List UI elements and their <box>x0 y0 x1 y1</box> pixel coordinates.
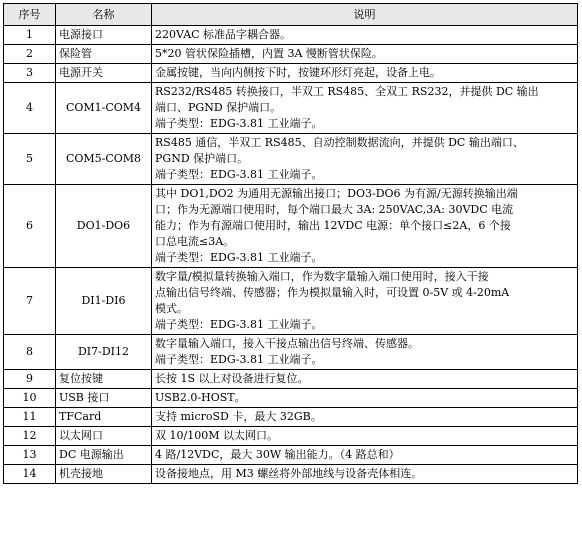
table-row <box>4 185 578 268</box>
table-row <box>4 370 578 389</box>
row-number: 2 <box>4 45 56 64</box>
table-row <box>4 26 578 45</box>
table-header <box>4 4 578 26</box>
table-row <box>4 427 578 446</box>
row-name: DI1-DI6 <box>56 268 152 335</box>
description-line: 模式。 <box>155 302 188 315</box>
description-line: 金属按键，当向内侧按下时，按键环形灯亮起，设备上电。 <box>155 66 441 79</box>
row-description <box>152 427 578 446</box>
description-line: 双 10/100M 以太网口。 <box>155 429 278 442</box>
table-row <box>4 465 578 484</box>
description-line: 数字量输入端口，接入干接点输出信号终端、传感器。 <box>155 337 419 350</box>
row-name: COM5-COM8 <box>56 134 152 185</box>
row-description <box>152 465 578 484</box>
description-line: PGND 保护端口。 <box>155 152 249 165</box>
table-row <box>4 64 578 83</box>
row-name: USB 接口 <box>56 389 152 408</box>
description-line: 支持 microSD 卡，最大 32GB。 <box>155 410 322 423</box>
row-description <box>152 26 578 45</box>
description-line: 数字量/模拟量转换输入端口，作为数字量输入端口使用时，接入干接 <box>155 270 489 283</box>
row-description <box>152 45 578 64</box>
description-line: 其中 DO1,DO2 为通用无源输出接口；DO3-DO6 为有源/无源转换输出端 <box>155 187 518 200</box>
row-number: 6 <box>4 185 56 268</box>
description-line: 端子类型：EDG-3.81 工业端子。 <box>155 168 323 181</box>
description-line: 口总电流≤3A。 <box>155 235 235 248</box>
row-name: 保险管 <box>56 45 152 64</box>
description-line: RS232/RS485 转换接口，半双工 RS485、全双工 RS232，并提供 DC 输出 <box>155 85 539 98</box>
row-description <box>152 83 578 134</box>
header-no: 序号 <box>4 4 56 26</box>
row-name: 机壳接地 <box>56 465 152 484</box>
table-row <box>4 83 578 134</box>
row-description <box>152 370 578 389</box>
description-line: 端口、PGND 保护端口。 <box>155 101 282 114</box>
row-number: 10 <box>4 389 56 408</box>
row-number: 4 <box>4 83 56 134</box>
row-description <box>152 389 578 408</box>
row-description <box>152 446 578 465</box>
row-name: DI7-DI12 <box>56 335 152 370</box>
description-line: USB2.0-HOST。 <box>155 391 246 404</box>
row-description <box>152 64 578 83</box>
row-description <box>152 335 578 370</box>
table-row <box>4 446 578 465</box>
interface-spec-table <box>3 3 578 484</box>
table-row <box>4 268 578 335</box>
description-line: 端子类型：EDG-3.81 工业端子。 <box>155 353 323 366</box>
header-desc: 说明 <box>152 4 578 26</box>
description-line: 口；作为无源端口使用时，每个端口最大 3A: 250VAC,3A: 30VDC 电流 <box>155 203 514 216</box>
row-description <box>152 134 578 185</box>
row-name: DC 电源输出 <box>56 446 152 465</box>
description-line: 设备接地点，用 M3 螺丝将外部地线与设备壳体相连。 <box>155 467 423 480</box>
row-name: COM1-COM4 <box>56 83 152 134</box>
row-name: 电源接口 <box>56 26 152 45</box>
description-line: 端子类型：EDG-3.81 工业端子。 <box>155 318 323 331</box>
description-line: 4 路/12VDC，最大 30W 输出能力。（4 路总和） <box>155 448 400 461</box>
description-line: 点输出信号终端、传感器；作为模拟量输入时，可设置 0-5V 或 4-20mA <box>155 286 510 299</box>
description-line: 端子类型：EDG-3.81 工业端子。 <box>155 251 323 264</box>
description-line: RS485 通信，半双工 RS485、自动控制数据流向，并提供 DC 输出端口、 <box>155 136 524 149</box>
header-row <box>4 4 578 26</box>
description-line: 能力；作为有源端口使用时，输出 12VDC 电源：单个接口≤2A，6 个接 <box>155 219 511 232</box>
row-number: 8 <box>4 335 56 370</box>
table-row <box>4 45 578 64</box>
row-description <box>152 408 578 427</box>
row-name: TFCard <box>56 408 152 427</box>
row-number: 3 <box>4 64 56 83</box>
table-row <box>4 408 578 427</box>
row-name: 复位按键 <box>56 370 152 389</box>
description-line: 5*20 管状保险插槽，内置 3A 慢断管状保险。 <box>155 47 383 60</box>
row-number: 13 <box>4 446 56 465</box>
row-number: 7 <box>4 268 56 335</box>
table-row <box>4 134 578 185</box>
row-number: 5 <box>4 134 56 185</box>
table-body <box>4 26 578 484</box>
row-number: 1 <box>4 26 56 45</box>
row-number: 12 <box>4 427 56 446</box>
description-line: 端子类型：EDG-3.81 工业端子。 <box>155 117 323 130</box>
row-number: 14 <box>4 465 56 484</box>
row-number: 9 <box>4 370 56 389</box>
header-name: 名称 <box>56 4 152 26</box>
row-name: 电源开关 <box>56 64 152 83</box>
row-description <box>152 268 578 335</box>
row-name: 以太网口 <box>56 427 152 446</box>
row-name: DO1-DO6 <box>56 185 152 268</box>
table-row <box>4 335 578 370</box>
description-line: 220VAC 标准品字耦合器。 <box>155 28 292 41</box>
row-description <box>152 185 578 268</box>
row-number: 11 <box>4 408 56 427</box>
description-line: 长按 1S 以上对设备进行复位。 <box>155 372 309 385</box>
table-row <box>4 389 578 408</box>
